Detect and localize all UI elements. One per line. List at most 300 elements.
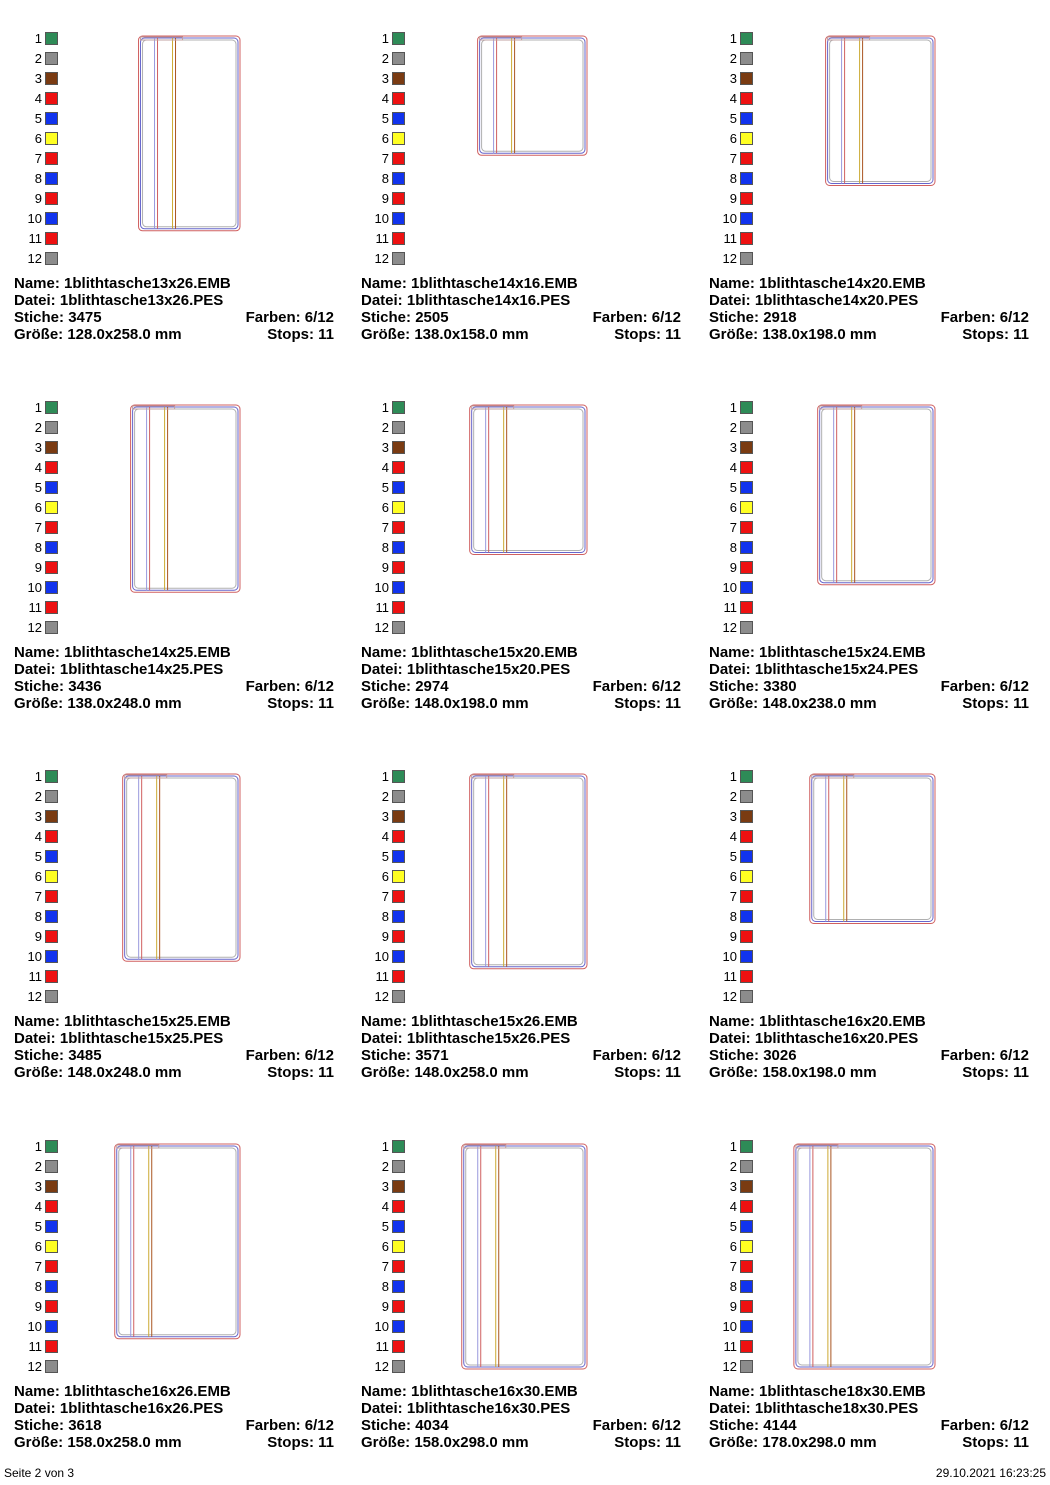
file-label: Datei: bbox=[709, 1400, 751, 1417]
color-stop-number: 11 bbox=[723, 1339, 737, 1354]
color-stop bbox=[14, 170, 58, 190]
colors-label: Farben: bbox=[592, 1047, 648, 1064]
color-swatch bbox=[392, 770, 405, 783]
color-stop bbox=[14, 868, 58, 888]
design-name-line bbox=[14, 1013, 334, 1030]
color-stop bbox=[709, 250, 753, 270]
design-preview bbox=[759, 399, 1039, 634]
color-stop bbox=[14, 499, 58, 519]
color-stop bbox=[709, 948, 753, 968]
stitches-line bbox=[709, 678, 1029, 695]
stitches-label: Stiche: bbox=[14, 1047, 65, 1064]
color-stop bbox=[709, 1278, 753, 1298]
color-swatch bbox=[392, 561, 405, 574]
color-stop bbox=[14, 1318, 58, 1338]
color-stop bbox=[14, 110, 58, 130]
design-file: 1blithtasche15x26.PES bbox=[406, 1030, 571, 1047]
color-stop-number: 1 bbox=[381, 1139, 389, 1154]
color-stop bbox=[14, 768, 58, 788]
color-stop-number: 4 bbox=[729, 460, 737, 475]
color-stop-number: 11 bbox=[28, 1339, 42, 1354]
color-stop-number: 1 bbox=[729, 1139, 737, 1154]
color-stop bbox=[361, 948, 405, 968]
stop-count: 11 bbox=[665, 1064, 681, 1081]
color-stop bbox=[361, 439, 405, 459]
color-stop-number: 8 bbox=[729, 171, 737, 186]
file-label: Datei: bbox=[361, 661, 403, 678]
color-stop-number: 2 bbox=[729, 420, 737, 435]
color-stop-number: 6 bbox=[34, 1239, 42, 1254]
color-stop-number: 10 bbox=[374, 580, 389, 595]
stops-label: Stops: bbox=[614, 326, 661, 343]
color-stop bbox=[14, 419, 58, 439]
color-stop bbox=[14, 828, 58, 848]
stops-label: Stops: bbox=[614, 695, 661, 712]
color-stop bbox=[14, 459, 58, 479]
color-stop bbox=[709, 1358, 753, 1378]
color-stop bbox=[14, 479, 58, 499]
color-stop-number: 9 bbox=[729, 929, 737, 944]
color-stop bbox=[14, 130, 58, 150]
color-stop bbox=[709, 1138, 753, 1158]
colors-label: Farben: bbox=[940, 1417, 996, 1434]
color-swatch bbox=[740, 830, 753, 843]
stop-count: 11 bbox=[318, 1434, 334, 1451]
color-stop-number: 5 bbox=[729, 111, 737, 126]
color-stop bbox=[361, 1218, 405, 1238]
color-swatch bbox=[45, 252, 58, 265]
color-stop-number: 7 bbox=[729, 889, 737, 904]
stop-count: 11 bbox=[1013, 1434, 1029, 1451]
color-stop bbox=[709, 1338, 753, 1358]
size-line bbox=[361, 1434, 681, 1451]
stitches-line bbox=[709, 1417, 1029, 1434]
color-stop-number: 7 bbox=[729, 151, 737, 166]
color-stop-number: 3 bbox=[381, 1179, 389, 1194]
color-stop-number: 4 bbox=[34, 460, 42, 475]
design-name: 1blithtasche15x25.EMB bbox=[64, 1013, 231, 1030]
stitches-line bbox=[709, 1047, 1029, 1064]
stop-count: 11 bbox=[665, 1434, 681, 1451]
color-swatch bbox=[45, 401, 58, 414]
color-stop bbox=[14, 888, 58, 908]
color-stop-number: 7 bbox=[381, 151, 389, 166]
design-name: 1blithtasche15x24.EMB bbox=[759, 644, 926, 661]
color-stop bbox=[14, 619, 58, 639]
color-swatch bbox=[392, 581, 405, 594]
color-stop-number: 4 bbox=[381, 829, 389, 844]
design-name-line bbox=[361, 1013, 681, 1030]
stitch-count: 4144 bbox=[763, 1417, 797, 1434]
color-swatch bbox=[45, 601, 58, 614]
color-stop bbox=[361, 1338, 405, 1358]
color-swatch bbox=[392, 461, 405, 474]
stitch-outline bbox=[411, 768, 691, 1003]
color-stop-number: 11 bbox=[723, 231, 737, 246]
color-swatch bbox=[740, 192, 753, 205]
stitch-count: 3026 bbox=[763, 1047, 797, 1064]
color-stop-number: 4 bbox=[729, 1199, 737, 1214]
color-stop-number: 12 bbox=[722, 1359, 737, 1374]
design-preview bbox=[64, 768, 344, 1003]
design-size: 148.0x198.0 mm bbox=[414, 695, 529, 712]
color-swatch bbox=[740, 1220, 753, 1233]
design-info bbox=[14, 1383, 334, 1451]
color-swatch bbox=[392, 212, 405, 225]
name-label: Name: bbox=[709, 644, 755, 661]
color-stop-number: 3 bbox=[34, 71, 42, 86]
color-stop-number: 3 bbox=[381, 809, 389, 824]
color-stop bbox=[361, 399, 405, 419]
color-stop bbox=[709, 559, 753, 579]
color-stop bbox=[709, 808, 753, 828]
color-stop bbox=[361, 1238, 405, 1258]
color-stop bbox=[361, 828, 405, 848]
color-stop bbox=[361, 1198, 405, 1218]
design-size: 158.0x298.0 mm bbox=[414, 1434, 529, 1451]
stops-label: Stops: bbox=[614, 1064, 661, 1081]
design-file-line bbox=[361, 661, 681, 678]
design-preview bbox=[411, 399, 691, 634]
color-swatch bbox=[392, 990, 405, 1003]
stop-count: 11 bbox=[318, 326, 334, 343]
color-stop bbox=[14, 1158, 58, 1178]
color-swatch bbox=[740, 990, 753, 1003]
stitch-outline bbox=[411, 1138, 691, 1373]
color-swatch bbox=[740, 72, 753, 85]
file-label: Datei: bbox=[361, 1030, 403, 1047]
file-label: Datei: bbox=[709, 1030, 751, 1047]
color-stop bbox=[14, 150, 58, 170]
design-name-line bbox=[14, 644, 334, 661]
color-stop bbox=[14, 1178, 58, 1198]
color-swatch bbox=[740, 441, 753, 454]
color-swatch bbox=[45, 850, 58, 863]
color-stop-number: 1 bbox=[729, 31, 737, 46]
color-stop bbox=[709, 519, 753, 539]
color-stop bbox=[361, 808, 405, 828]
color-swatch bbox=[45, 72, 58, 85]
size-line bbox=[709, 326, 1029, 343]
color-stop-number: 7 bbox=[34, 520, 42, 535]
color-stop bbox=[361, 250, 405, 270]
color-stop-number: 11 bbox=[28, 969, 42, 984]
file-label: Datei: bbox=[14, 661, 56, 678]
color-swatch bbox=[45, 870, 58, 883]
color-stop bbox=[361, 130, 405, 150]
color-stop bbox=[361, 110, 405, 130]
color-stop-number: 5 bbox=[34, 111, 42, 126]
color-stop-number: 1 bbox=[34, 769, 42, 784]
color-stop bbox=[709, 788, 753, 808]
name-label: Name: bbox=[709, 1013, 755, 1030]
color-stop bbox=[361, 848, 405, 868]
color-swatch bbox=[392, 112, 405, 125]
color-stop-number: 1 bbox=[34, 1139, 42, 1154]
design-name-line bbox=[709, 644, 1029, 661]
color-swatch bbox=[392, 1260, 405, 1273]
color-stop bbox=[14, 1258, 58, 1278]
color-swatch bbox=[740, 152, 753, 165]
stitches-line bbox=[709, 309, 1029, 326]
colors-label: Farben: bbox=[592, 1417, 648, 1434]
color-stop-number: 10 bbox=[374, 1319, 389, 1334]
color-count: 6/12 bbox=[651, 678, 681, 695]
design-info bbox=[709, 644, 1029, 712]
color-stop-number: 9 bbox=[729, 560, 737, 575]
color-stop-number: 3 bbox=[729, 440, 737, 455]
color-stop-number: 6 bbox=[34, 869, 42, 884]
color-stop-number: 5 bbox=[34, 849, 42, 864]
stitches-label: Stiche: bbox=[14, 1417, 65, 1434]
color-stop-number: 12 bbox=[722, 620, 737, 635]
color-stop bbox=[709, 1158, 753, 1178]
design-name-line bbox=[361, 275, 681, 292]
color-stop bbox=[14, 908, 58, 928]
name-label: Name: bbox=[14, 644, 60, 661]
color-stop-number: 6 bbox=[381, 1239, 389, 1254]
color-stop-number: 9 bbox=[381, 560, 389, 575]
color-stop-number: 2 bbox=[34, 1159, 42, 1174]
color-stop-number: 1 bbox=[381, 400, 389, 415]
design-file: 1blithtasche15x24.PES bbox=[754, 661, 919, 678]
stitches-label: Stiche: bbox=[361, 678, 412, 695]
color-stop-number: 1 bbox=[381, 31, 389, 46]
color-stop bbox=[14, 90, 58, 110]
color-swatch bbox=[45, 1300, 58, 1313]
color-stop-number: 9 bbox=[34, 1299, 42, 1314]
color-swatch bbox=[45, 1240, 58, 1253]
stitch-outline bbox=[759, 399, 1039, 634]
color-stop bbox=[709, 988, 753, 1008]
design-name: 1blithtasche14x25.EMB bbox=[64, 644, 231, 661]
color-swatch bbox=[740, 112, 753, 125]
colors-label: Farben: bbox=[245, 1417, 301, 1434]
design-name-line bbox=[709, 1013, 1029, 1030]
color-stop bbox=[709, 1198, 753, 1218]
color-stop bbox=[361, 210, 405, 230]
color-stop-number: 11 bbox=[723, 600, 737, 615]
file-label: Datei: bbox=[361, 1400, 403, 1417]
color-stop-number: 10 bbox=[722, 580, 737, 595]
color-stop-number: 5 bbox=[381, 849, 389, 864]
design-card bbox=[709, 399, 1044, 744]
color-stop bbox=[361, 908, 405, 928]
color-swatch bbox=[45, 421, 58, 434]
color-stop bbox=[709, 459, 753, 479]
color-swatch bbox=[392, 92, 405, 105]
color-stop-number: 12 bbox=[374, 620, 389, 635]
color-swatch bbox=[740, 1160, 753, 1173]
color-stop bbox=[14, 988, 58, 1008]
color-stop-number: 10 bbox=[374, 949, 389, 964]
name-label: Name: bbox=[361, 1013, 407, 1030]
color-swatch bbox=[392, 32, 405, 45]
color-swatch bbox=[392, 890, 405, 903]
design-size: 148.0x258.0 mm bbox=[414, 1064, 529, 1081]
color-stop-number: 5 bbox=[381, 480, 389, 495]
design-name-line bbox=[709, 275, 1029, 292]
color-stop-number: 10 bbox=[722, 1319, 737, 1334]
color-stop bbox=[709, 539, 753, 559]
color-stop bbox=[361, 928, 405, 948]
design-file-line bbox=[709, 661, 1029, 678]
color-stop bbox=[709, 768, 753, 788]
color-swatch bbox=[45, 212, 58, 225]
color-swatch bbox=[740, 910, 753, 923]
color-stop-number: 10 bbox=[722, 949, 737, 964]
color-stop-number: 4 bbox=[729, 91, 737, 106]
stop-count: 11 bbox=[665, 695, 681, 712]
design-size: 138.0x198.0 mm bbox=[762, 326, 877, 343]
color-swatch bbox=[740, 212, 753, 225]
color-swatch bbox=[45, 232, 58, 245]
color-stop bbox=[14, 1238, 58, 1258]
color-stop bbox=[709, 928, 753, 948]
size-line bbox=[361, 695, 681, 712]
stitches-line bbox=[361, 1417, 681, 1434]
design-card bbox=[14, 30, 349, 375]
color-swatch bbox=[392, 810, 405, 823]
color-swatch bbox=[392, 252, 405, 265]
design-info bbox=[14, 1013, 334, 1081]
color-stop-number: 12 bbox=[374, 251, 389, 266]
color-stop bbox=[709, 50, 753, 70]
color-stop bbox=[361, 559, 405, 579]
color-swatch bbox=[392, 1300, 405, 1313]
color-stop-number: 1 bbox=[34, 400, 42, 415]
color-stop bbox=[14, 210, 58, 230]
design-size: 138.0x248.0 mm bbox=[67, 695, 182, 712]
file-label: Datei: bbox=[709, 292, 751, 309]
color-stop bbox=[709, 1318, 753, 1338]
color-swatch bbox=[740, 501, 753, 514]
design-name-line bbox=[361, 644, 681, 661]
color-stop bbox=[14, 1338, 58, 1358]
color-swatch bbox=[392, 910, 405, 923]
color-stop bbox=[361, 1318, 405, 1338]
stops-label: Stops: bbox=[962, 326, 1009, 343]
stops-label: Stops: bbox=[267, 695, 314, 712]
design-card bbox=[361, 1138, 696, 1483]
color-stop-number: 2 bbox=[381, 51, 389, 66]
color-swatch bbox=[392, 950, 405, 963]
color-swatch bbox=[45, 790, 58, 803]
design-name: 1blithtasche15x26.EMB bbox=[411, 1013, 578, 1030]
design-info bbox=[709, 1383, 1029, 1451]
design-file: 1blithtasche18x30.PES bbox=[754, 1400, 919, 1417]
color-stop-number: 9 bbox=[381, 929, 389, 944]
stop-count: 11 bbox=[1013, 1064, 1029, 1081]
stops-label: Stops: bbox=[962, 1064, 1009, 1081]
design-name-line bbox=[361, 1383, 681, 1400]
color-swatch bbox=[45, 1140, 58, 1153]
color-stop-number: 6 bbox=[729, 500, 737, 515]
color-stop-number: 8 bbox=[381, 1279, 389, 1294]
size-line bbox=[14, 695, 334, 712]
color-swatch bbox=[740, 870, 753, 883]
color-swatch bbox=[45, 1340, 58, 1353]
stops-label: Stops: bbox=[962, 1434, 1009, 1451]
color-swatch bbox=[740, 1280, 753, 1293]
color-stop-number: 8 bbox=[729, 909, 737, 924]
color-stop-number: 3 bbox=[729, 71, 737, 86]
color-stop-number: 6 bbox=[381, 869, 389, 884]
design-preview bbox=[759, 30, 1039, 265]
color-stop-number: 8 bbox=[381, 540, 389, 555]
stitch-outline bbox=[759, 30, 1039, 265]
color-swatch bbox=[392, 621, 405, 634]
color-swatch bbox=[392, 850, 405, 863]
color-swatch bbox=[45, 192, 58, 205]
color-stop-number: 6 bbox=[34, 500, 42, 515]
color-swatch bbox=[392, 52, 405, 65]
color-stop-number: 8 bbox=[729, 1279, 737, 1294]
color-count: 6/12 bbox=[999, 309, 1029, 326]
color-stop-number: 11 bbox=[375, 231, 389, 246]
color-swatch bbox=[45, 561, 58, 574]
size-label: Größe: bbox=[14, 326, 64, 343]
color-stop-number: 1 bbox=[729, 400, 737, 415]
file-label: Datei: bbox=[14, 1400, 56, 1417]
design-file: 1blithtasche14x20.PES bbox=[754, 292, 919, 309]
color-swatch bbox=[392, 1140, 405, 1153]
size-line bbox=[361, 1064, 681, 1081]
color-stop-number: 6 bbox=[729, 131, 737, 146]
color-stop-number: 5 bbox=[381, 1219, 389, 1234]
design-file: 1blithtasche16x26.PES bbox=[59, 1400, 224, 1417]
color-swatch bbox=[392, 930, 405, 943]
color-stop bbox=[361, 459, 405, 479]
color-swatch bbox=[45, 1180, 58, 1193]
colors-label: Farben: bbox=[245, 1047, 301, 1064]
color-count: 6/12 bbox=[304, 1417, 334, 1434]
name-label: Name: bbox=[14, 1013, 60, 1030]
color-swatch bbox=[740, 1360, 753, 1373]
color-swatch bbox=[45, 521, 58, 534]
stops-label: Stops: bbox=[267, 326, 314, 343]
color-swatch bbox=[740, 1320, 753, 1333]
color-count: 6/12 bbox=[651, 1047, 681, 1064]
color-stop bbox=[361, 519, 405, 539]
colors-label: Farben: bbox=[245, 309, 301, 326]
color-stop bbox=[14, 519, 58, 539]
color-stop bbox=[709, 479, 753, 499]
color-swatch bbox=[392, 501, 405, 514]
stitch-outline bbox=[411, 30, 691, 265]
color-count: 6/12 bbox=[999, 1047, 1029, 1064]
stop-count: 11 bbox=[1013, 695, 1029, 712]
color-stop-number: 7 bbox=[381, 889, 389, 904]
color-swatch bbox=[392, 401, 405, 414]
name-label: Name: bbox=[709, 1383, 755, 1400]
color-stop bbox=[361, 190, 405, 210]
color-stop bbox=[709, 190, 753, 210]
color-stop bbox=[709, 230, 753, 250]
color-stop bbox=[709, 419, 753, 439]
color-stop bbox=[709, 579, 753, 599]
color-stop bbox=[361, 599, 405, 619]
design-info bbox=[709, 1013, 1029, 1081]
color-stop-number: 8 bbox=[34, 1279, 42, 1294]
color-stop-number: 2 bbox=[381, 420, 389, 435]
color-stop bbox=[709, 150, 753, 170]
color-swatch bbox=[392, 1340, 405, 1353]
color-stop bbox=[14, 539, 58, 559]
color-stop bbox=[14, 30, 58, 50]
color-stop bbox=[709, 1178, 753, 1198]
stitch-outline bbox=[759, 768, 1039, 1003]
